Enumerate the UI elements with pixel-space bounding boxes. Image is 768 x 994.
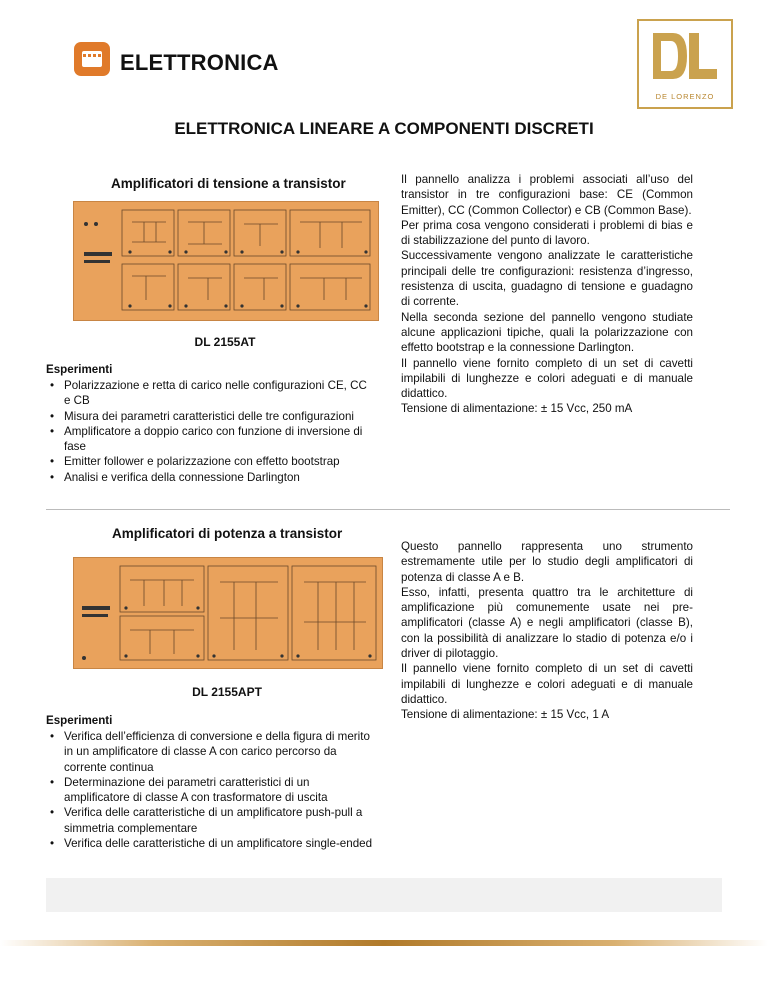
section1-experiments-list [46,378,376,485]
page-header-title: ELETTRONICA [120,50,279,75]
product-code-dl2155at: DL 2155AT [194,335,256,349]
list-item: • Emitter follower e polarizzazione con effetto bootstrap [46,454,376,469]
paragraph: Esso, infatti, presenta quattro tra le architetture di amplificazione più comunemente usate nei pre-amplificatori (classe A) e negli amplificatori (classe B), con la possibilità di analizzare lo stadio di potenza e/o i driver di pilotaggio. [401,585,693,661]
section2-experiments-list [46,729,376,851]
paragraph: Per prima cosa vengono considerati i problemi di bias e di stabilizzazione del punto di lavoro. [401,218,693,248]
paragraph: Tensione di alimentazione: ± 15 Vcc, 1 A [401,708,610,722]
section1-description [401,172,693,417]
list-item: • Polarizzazione e retta di carico nelle configurazioni CE, CC e CB [46,378,376,409]
list-item: • Verifica delle caratteristiche di un amplificatore push-pull a simmetria complementare [46,805,376,836]
paragraph: Questo pannello rappresenta uno strumento estremamente utile per lo studio degli amplificatori di potenza di classe A e B. [401,540,693,584]
logo-text: DE LORENZO [655,92,715,101]
product-code-dl2155apt: DL 2155APT [192,685,262,699]
panel-image-dl2155apt [73,557,383,669]
panel-image-dl2155at [73,201,379,321]
list-item: • Verifica delle caratteristiche di un amplificatore single-ended [46,836,376,851]
section2-title: Amplificatori di potenza a transistor [112,526,343,541]
list-item: • Misura dei parametri caratteristici delle tre configurazioni [46,409,376,424]
section2-experiments-title: Esperimenti [46,714,113,727]
section1-experiments-title: Esperimenti [46,363,113,376]
de-lorenzo-logo [637,19,733,109]
film-strip-icon [74,42,110,76]
list-item: • Amplificatore a doppio carico con funzione di inversione di fase [46,424,376,455]
footer-box [46,878,722,912]
section2-description [401,539,693,723]
section1-title: Amplificatori di tensione a transistor [111,176,346,191]
list-item: • Verifica dell’efficienza di conversione e della figura di merito in un amplificatore di classe A con carico percorso da corrente continua [46,729,376,775]
list-item: • Analisi e verifica della connessione Darlington [46,470,376,485]
paragraph: Nella seconda sezione del pannello vengono studiate alcune applicazioni tipiche, quali la polarizzazione con effetto bootstrap e la connessione Darlington. [401,310,693,355]
paragraph: Successivamente vengono analizzate le caratteristiche principali delle tre configurazioni: resistenza d’ingresso, resistenza di uscita, guadagno di tensione e guadagno di corrente. [401,249,693,309]
paragraph: Il pannello viene fornito completo di un set di cavetti impilabili di lunghezze e colori adeguati e di manuale didattico. [401,356,693,401]
paragraph: Il pannello viene fornito completo di un set di cavetti impilabili di lunghezze e colori adeguati e di manuale didattico. [401,662,693,706]
paragraph: Il pannello analizza i problemi associati all’uso del transistor in tre configurazioni base: CE (Common Emitter), CC (Common Collector) e CB (Common Base). [401,173,693,217]
circuit-panel-graphic [74,202,378,320]
page-main-title: ELETTRONICA LINEARE A COMPONENTI DISCRETI [174,119,594,138]
list-item: • Determinazione dei parametri caratteristici di un amplificatore di classe A con trasformatore di uscita [46,775,376,806]
circuit-panel-graphic [74,558,382,668]
dl-logo-icon [647,27,721,85]
section-divider [46,509,730,510]
footer-gradient-line [0,940,768,946]
paragraph: Tensione di alimentazione: ± 15 Vcc, 250 mA [401,402,633,416]
